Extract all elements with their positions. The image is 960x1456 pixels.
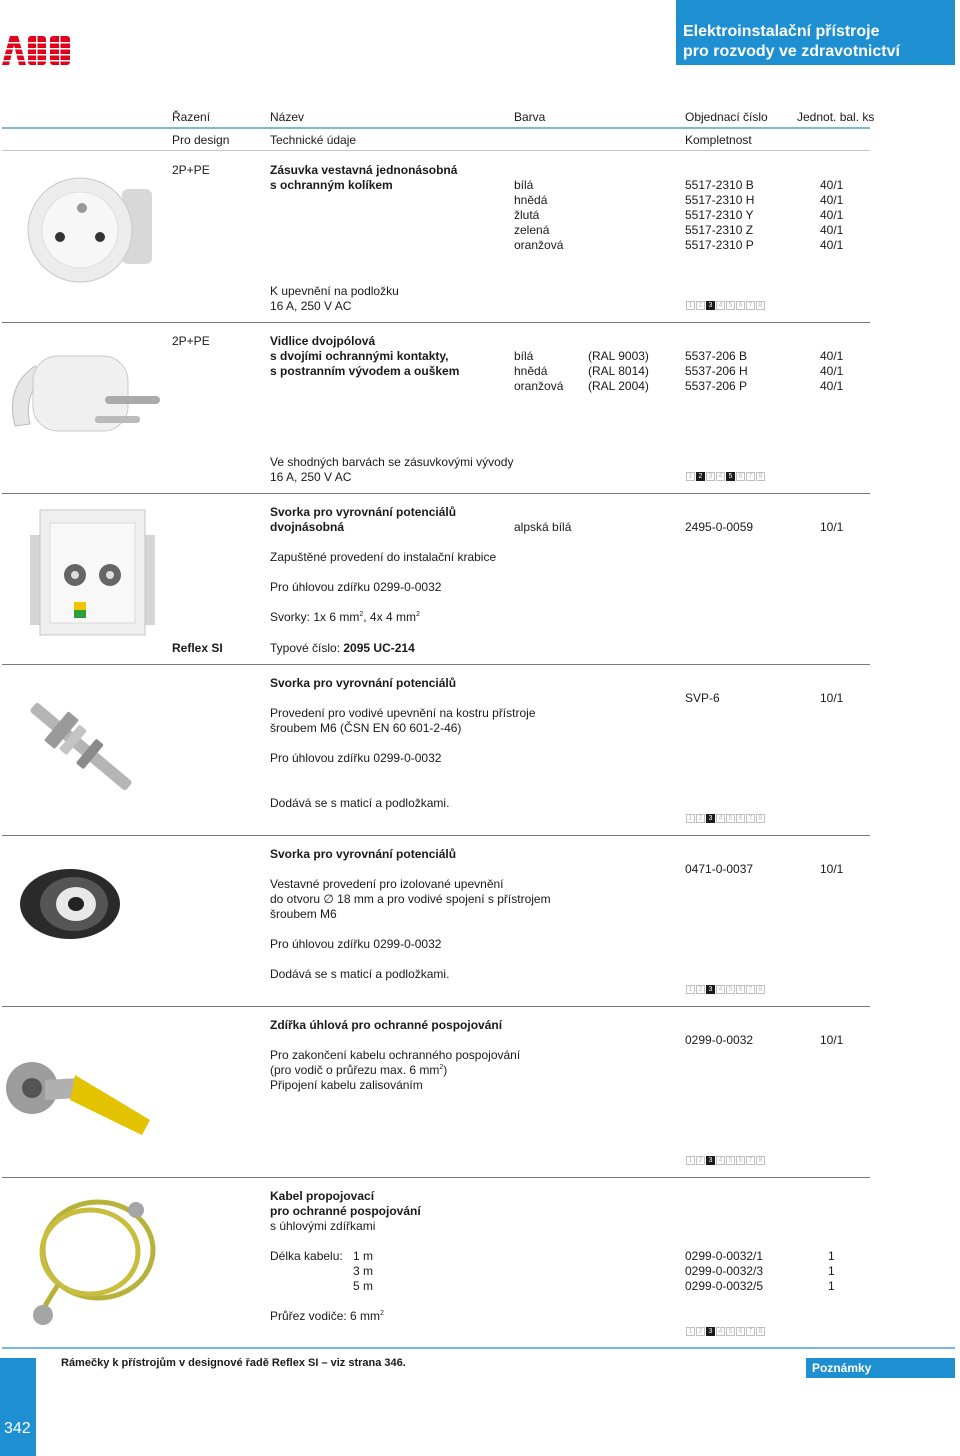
item5-code: 0471-0-0037 xyxy=(685,862,754,876)
item7-title: Kabel propojovací xyxy=(270,1189,375,1203)
item3-code: 2495-0-0059 xyxy=(685,520,754,534)
scale-cell: 8 xyxy=(756,301,765,310)
item2-color: hnědá xyxy=(514,364,548,378)
scale-cell: 8 xyxy=(756,1156,765,1165)
item4-title: Svorka pro vyrovnání potenciálů xyxy=(270,676,457,690)
scale-cell: 5 xyxy=(726,1156,735,1165)
terminal-bolt-image xyxy=(20,690,140,805)
scale-cell: 6 xyxy=(736,1327,745,1336)
scale-cell: 3 xyxy=(706,1327,715,1336)
item1-code: 5517-2310 Z xyxy=(685,223,754,237)
scale-cell: 4 xyxy=(716,814,725,823)
ip-scale xyxy=(686,985,766,994)
item2-ral: (RAL 8014) xyxy=(588,364,649,378)
item3-note: Zapuštěné provedení do instalační krabice xyxy=(270,550,497,564)
scale-cell: 5 xyxy=(726,814,735,823)
item7-qty: 1 xyxy=(828,1249,835,1263)
ip-scale xyxy=(686,301,766,310)
item7-qty: 1 xyxy=(828,1264,835,1278)
abb-logo xyxy=(2,36,72,65)
item1-title: Zásuvka vestavná jednonásobná xyxy=(270,163,458,177)
grommet-terminal-image xyxy=(18,866,128,941)
item5-note: do otvoru ∅ 18 mm a pro vodivé spojení s přístrojem xyxy=(270,892,551,906)
scale-cell: 8 xyxy=(756,814,765,823)
col-nazev: Název xyxy=(270,110,305,124)
item1-color: bílá xyxy=(514,178,534,192)
section-title-line1: Elektroinstalační přístroje xyxy=(683,23,880,40)
item2-note: Ve shodných barvách se zásuvkovými vývody xyxy=(270,455,514,469)
scale-cell: 4 xyxy=(716,472,725,481)
scale-cell: 6 xyxy=(736,814,745,823)
scale-cell: 4 xyxy=(716,1327,725,1336)
scale-cell: 4 xyxy=(716,301,725,310)
scale-cell: 6 xyxy=(736,301,745,310)
item6-note: Pro zakončení kabelu ochranného pospojování xyxy=(270,1048,521,1062)
item2-code: 5537-206 H xyxy=(685,364,748,378)
item1-qty: 40/1 xyxy=(820,193,844,207)
item1-rating: 16 A, 250 V AC xyxy=(270,299,352,313)
item7-code: 0299-0-0032/3 xyxy=(685,1264,764,1278)
item7-length-label: Délka kabelu: xyxy=(270,1249,343,1263)
item7-length: 1 m xyxy=(353,1249,374,1263)
ip-scale xyxy=(686,1327,766,1336)
item5-note: Pro úhlovou zdířku 0299-0-0032 xyxy=(270,937,442,951)
section-title-box xyxy=(676,0,955,65)
col-design: Pro design xyxy=(172,133,230,147)
scale-cell: 2 xyxy=(696,1156,705,1165)
item1-note: K upevnění na podložku xyxy=(270,284,399,298)
item5-qty: 10/1 xyxy=(820,862,844,876)
item1-qty: 40/1 xyxy=(820,178,844,192)
item1-qty: 40/1 xyxy=(820,208,844,222)
item6-qty: 10/1 xyxy=(820,1033,844,1047)
item2-title3: s postranním vývodem a ouškem xyxy=(270,364,460,378)
item4-code: SVP-6 xyxy=(685,691,720,705)
scale-cell: 3 xyxy=(706,301,715,310)
item7-cross-section: Průřez vodiče: 6 $mm^2$ xyxy=(270,1309,384,1323)
item6-note: (pro vodič o průřezu max. 6 $mm^2$) xyxy=(270,1063,448,1077)
item3-color: alpská bílá xyxy=(514,520,572,534)
scale-cell: 6 xyxy=(736,985,745,994)
item3-terminals: Svorky: 1x 6 $mm^2$, 4x 4 $mm^2$ xyxy=(270,610,420,624)
item2-rating: 16 A, 250 V AC xyxy=(270,470,352,484)
notes-box xyxy=(806,1358,955,1378)
item1-title2: s ochranným kolíkem xyxy=(270,178,393,192)
scale-cell: 8 xyxy=(756,1327,765,1336)
scale-cell: 7 xyxy=(746,301,755,310)
item3-title2: dvojnásobná xyxy=(270,520,345,534)
scale-cell: 1 xyxy=(686,985,695,994)
angled-socket-image xyxy=(0,1040,170,1150)
section-title-line2: pro rozvody ve zdravotnictví xyxy=(683,43,900,60)
item2-ral: (RAL 9003) xyxy=(588,349,649,363)
item2-color: bílá xyxy=(514,349,534,363)
scale-cell: 2 xyxy=(696,301,705,310)
scale-cell: 2 xyxy=(696,1327,705,1336)
col-objednaci: Objednací číslo xyxy=(685,110,768,124)
item1-code: 5517-2310 P xyxy=(685,238,754,252)
item2-code: 5537-206 P xyxy=(685,379,748,393)
scale-cell: 8 xyxy=(756,472,765,481)
col-barva: Barva xyxy=(514,110,546,124)
scale-cell: 2 xyxy=(696,472,705,481)
page-number: 342 xyxy=(4,1420,31,1437)
item5-title: Svorka pro vyrovnání potenciálů xyxy=(270,847,457,861)
item7-code: 0299-0-0032/5 xyxy=(685,1279,764,1293)
item2-razeni: 2P+PE xyxy=(172,334,210,348)
scale-cell: 1 xyxy=(686,301,695,310)
item1-qty: 40/1 xyxy=(820,238,844,252)
scale-cell: 1 xyxy=(686,814,695,823)
scale-cell: 7 xyxy=(746,1327,755,1336)
scale-cell: 6 xyxy=(736,1156,745,1165)
ip-scale xyxy=(686,814,766,823)
item1-color: hnědá xyxy=(514,193,548,207)
scale-cell: 6 xyxy=(736,472,745,481)
item2-title: Vidlice dvojpólová xyxy=(270,334,376,348)
item2-ral: (RAL 2004) xyxy=(588,379,649,393)
item1-color: oranžová xyxy=(514,238,564,252)
scale-cell: 5 xyxy=(726,301,735,310)
item2-qty: 40/1 xyxy=(820,349,844,363)
item3-title: Svorka pro vyrovnání potenciálů xyxy=(270,505,457,519)
scale-cell: 2 xyxy=(696,985,705,994)
item3-note: Pro úhlovou zdířku 0299-0-0032 xyxy=(270,580,442,594)
socket-image xyxy=(12,174,157,284)
item3-type: Typové číslo: 2095 UC-214 xyxy=(270,641,415,655)
item7-length: 5 m xyxy=(353,1279,374,1293)
ip-scale xyxy=(686,472,766,481)
item6-note: Připojení kabelu zalisováním xyxy=(270,1078,423,1092)
scale-cell: 3 xyxy=(706,472,715,481)
scale-cell: 1 xyxy=(686,1156,695,1165)
scale-cell: 7 xyxy=(746,985,755,994)
item6-title: Zdířka úhlová pro ochranné pospojování xyxy=(270,1018,503,1032)
item4-note: Dodává se s maticí a podložkami. xyxy=(270,796,450,810)
item7-length: 3 m xyxy=(353,1264,374,1278)
page-number-box xyxy=(0,1358,36,1456)
scale-cell: 1 xyxy=(686,1327,695,1336)
footer-note: Rámečky k přístrojům v designové řadě Reflex SI – viz strana 346. xyxy=(61,1357,406,1369)
item6-code: 0299-0-0032 xyxy=(685,1033,754,1047)
scale-cell: 2 xyxy=(696,814,705,823)
item4-note: Provedení pro vodivé upevnění na kostru přístroje xyxy=(270,706,536,720)
scale-cell: 7 xyxy=(746,1156,755,1165)
col-jednot: Jednot. bal. ks xyxy=(797,110,875,124)
item7-title2: pro ochranné pospojování xyxy=(270,1204,421,1218)
item5-note: Dodává se s maticí a podložkami. xyxy=(270,967,450,981)
scale-cell: 3 xyxy=(706,814,715,823)
item1-qty: 40/1 xyxy=(820,223,844,237)
item2-qty: 40/1 xyxy=(820,379,844,393)
item2-title2: s dvojími ochrannými kontakty, xyxy=(270,349,449,363)
item2-code: 5537-206 B xyxy=(685,349,748,363)
item1-razeni: 2P+PE xyxy=(172,163,210,177)
scale-cell: 8 xyxy=(756,985,765,994)
item2-qty: 40/1 xyxy=(820,364,844,378)
scale-cell: 5 xyxy=(726,472,735,481)
item1-code: 5517-2310 Y xyxy=(685,208,754,222)
notes-label: Poznámky xyxy=(812,1361,872,1375)
item7-qty: 1 xyxy=(828,1279,835,1293)
scale-cell: 4 xyxy=(716,1156,725,1165)
item4-note: šroubem M6 (ČSN EN 60 601-2-46) xyxy=(270,721,462,735)
scale-cell: 3 xyxy=(706,1156,715,1165)
item3-design: Reflex SI xyxy=(172,641,223,655)
col-kompletnost: Kompletnost xyxy=(685,133,752,147)
item5-note: Vestavné provedení pro izolované upevnění xyxy=(270,877,504,891)
scale-cell: 7 xyxy=(746,472,755,481)
item3-qty: 10/1 xyxy=(820,520,844,534)
item1-code: 5517-2310 B xyxy=(685,178,754,192)
plug-image xyxy=(5,346,163,446)
scale-cell: 3 xyxy=(706,985,715,994)
col-razeni: Řazení xyxy=(172,110,211,124)
scale-cell: 7 xyxy=(746,814,755,823)
item5-note: šroubem M6 xyxy=(270,907,337,921)
scale-cell: 5 xyxy=(726,985,735,994)
ip-scale xyxy=(686,1156,766,1165)
item1-color: žlutá xyxy=(514,208,540,222)
scale-cell: 5 xyxy=(726,1327,735,1336)
item1-code: 5517-2310 H xyxy=(685,193,755,207)
item4-qty: 10/1 xyxy=(820,691,844,705)
cable-image xyxy=(18,1190,168,1335)
item1-color: zelená xyxy=(514,223,550,237)
scale-cell: 4 xyxy=(716,985,725,994)
item4-note: Pro úhlovou zdířku 0299-0-0032 xyxy=(270,751,442,765)
item7-code: 0299-0-0032/1 xyxy=(685,1249,764,1263)
equipotential-box-image xyxy=(30,505,158,640)
col-technicke: Technické údaje xyxy=(270,133,357,147)
item7-title3: s úhlovými zdířkami xyxy=(270,1219,376,1233)
scale-cell: 1 xyxy=(686,472,695,481)
item2-color: oranžová xyxy=(514,379,564,393)
